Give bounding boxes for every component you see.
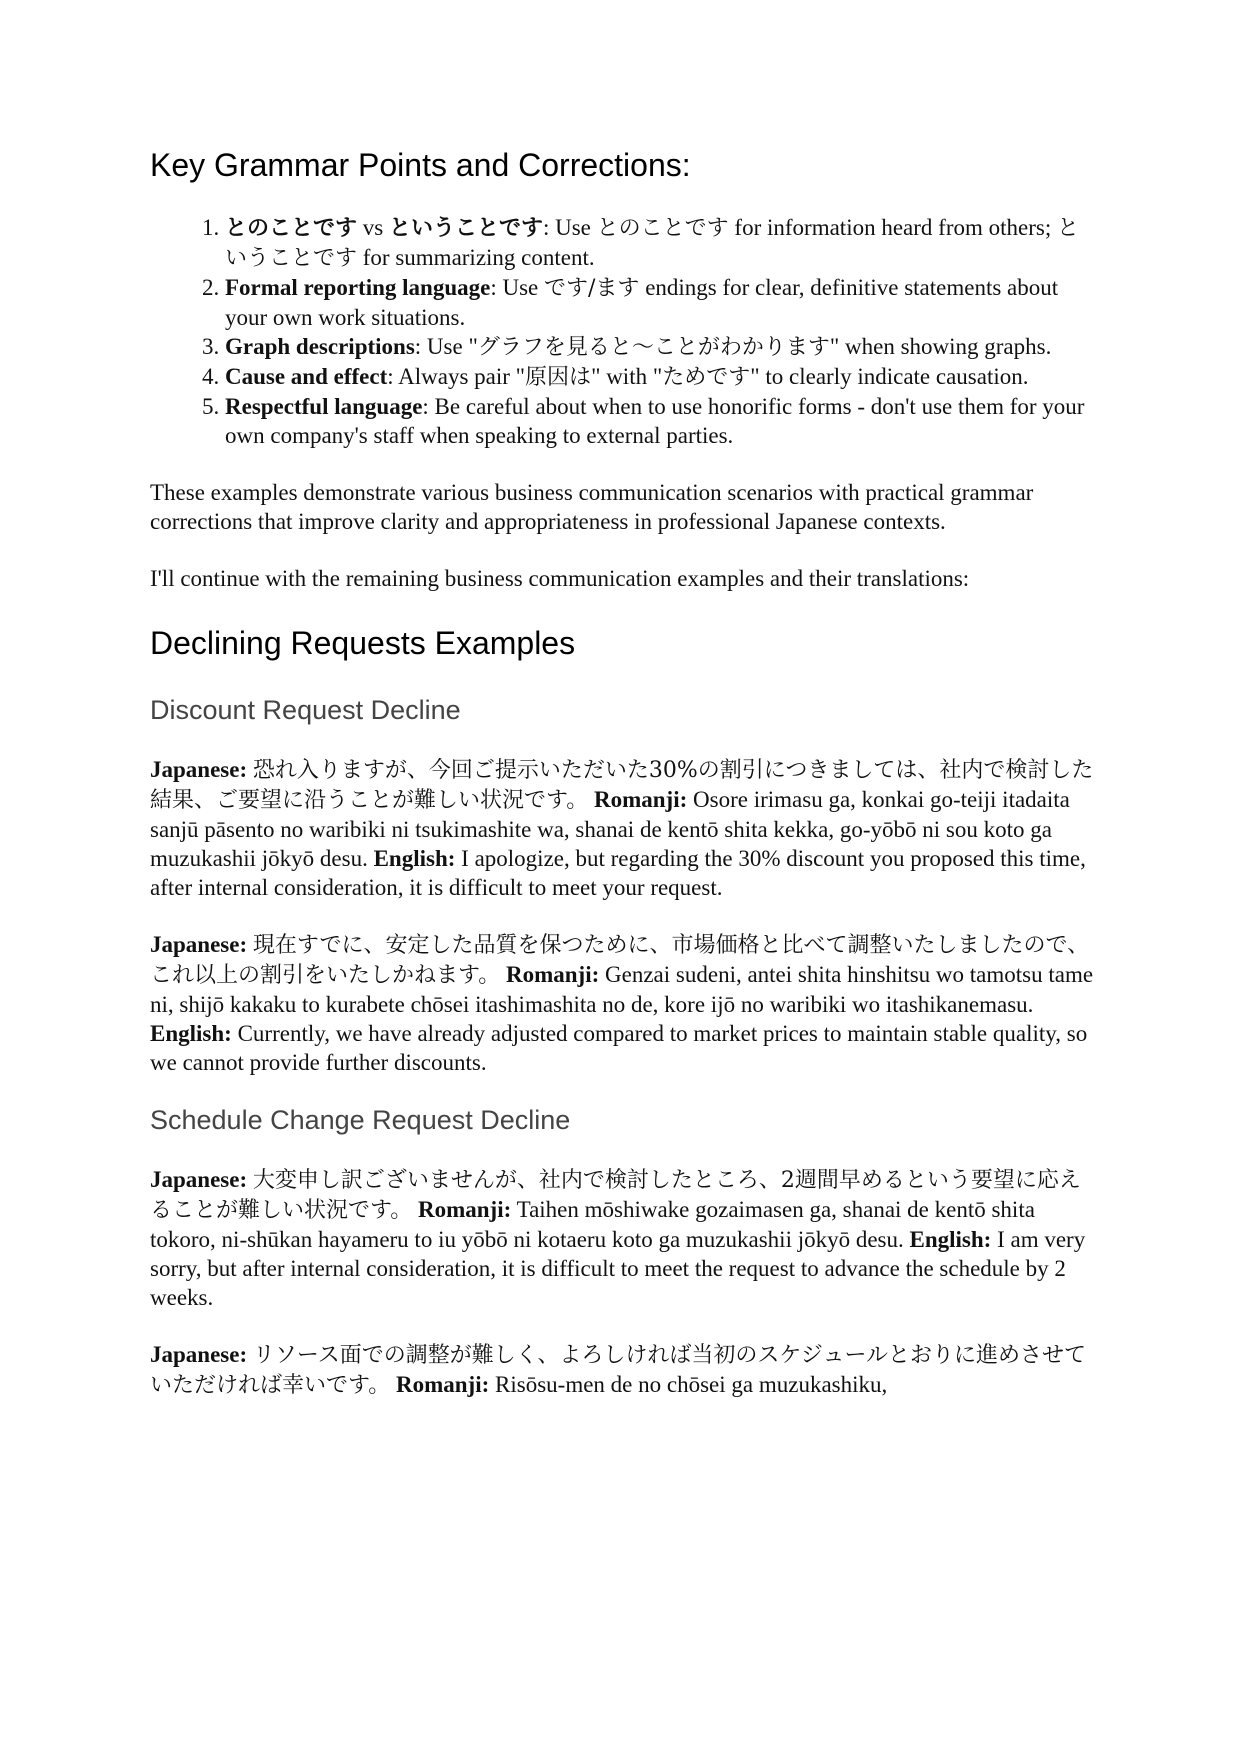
continue-paragraph: I'll continue with the remaining business communication examples and their translations: [150,566,970,591]
grammar-pre: : Always pair " [387,364,526,389]
grammar-post: " to clearly indicate causation. [750,364,1029,389]
japanese-label: Japanese: [150,1342,248,1367]
english-label: English: [373,846,456,871]
japanese-label: Japanese: [150,1167,248,1192]
grammar-point-1 [225,213,1095,273]
example-english: I am very sorry, but after internal consideration, it is difficult to meet the request to advance the schedule by 2 weeks. [150,1227,1086,1310]
grammar-label: Formal reporting language [225,275,491,300]
grammar-point-2 [225,273,1095,332]
example-english: Currently, we have already adjusted compared to market prices to maintain stable quality, so we cannot provide further discounts. [150,1021,1088,1075]
example-paragraph [150,1165,1095,1312]
grammar-label: Cause and effect [225,364,388,389]
grammar-text-a: for information heard from others; [728,215,1057,240]
grammar-use-b: ということです [225,216,1079,271]
subsection-title-discount: Discount Request Decline [150,695,461,725]
grammar-pre: : Use [490,275,545,300]
grammar-term-a: とのことです [225,216,358,241]
romanji-label: Romanji: [396,1372,490,1397]
grammar-use-a: とのことです [596,216,729,241]
grammar-label: Respectful language [225,394,423,419]
grammar-jp: です/ます [544,276,640,301]
example-paragraph [150,755,1095,902]
example-japanese: 現在すでに、安定した品質を保つために、市場価格と比べて調整いたしましたので、これ以上の割引をいたしかねます。 [150,933,1090,988]
page-title: Key Grammar Points and Corrections: [150,147,691,183]
romanji-label: Romanji: [418,1197,512,1222]
japanese-label: Japanese: [150,757,248,782]
example-english: I apologize, but regarding the 30% discount you proposed this time, after internal consideration, it is difficult to meet your request. [150,846,1086,900]
example-japanese: 恐れ入りますが、今回ご提示いただいた30%の割引につきましては、社内で検討した結果、ご要望に沿うことが難しい状況です。 [150,758,1094,813]
document-page [150,145,1095,1400]
english-label: English: [150,1021,232,1046]
example-romanji: Osore irimasu ga, konkai go-teiji itadaita sanjū pāsento no waribiki ni tsukimashite wa, shanai de kentō shita kekka, go-yōbō ni sou koto ga muzukashii jōkyō desu. [150,787,1070,871]
summary-paragraph: These examples demonstrate various business communication scenarios with practical grammar corrections that improve clarity and appropriateness in professional Japanese contexts. [150,480,1034,534]
example-romanji: Genzai sudeni, antei shita hinshitsu wo tamotsu tame ni, shijō kakaku to kurabete chōsei itashimashita no de, kore ijō no waribiki wo itashikanemasu. [150,962,1094,1017]
example-romanji: Risōsu-men de no chōsei ga muzukashiku, [495,1372,888,1397]
grammar-sep: : Use [542,215,597,240]
example-romanji: Taihen mōshiwake gozaimasen ga, shanai de kentō shita tokoro, ni-shūkan hayameru to iu yōbō ni kotaeru koto ga muzukashii jōkyō desu. [150,1197,1035,1252]
grammar-post: endings for clear, definitive statements about your own work situations. [225,275,1059,330]
grammar-jp-2: ためです [662,365,751,390]
grammar-points-list [150,213,1095,450]
grammar-text-b: for summarizing content. [357,245,595,270]
subsection-title-schedule: Schedule Change Request Decline [150,1105,571,1135]
grammar-jp: グラフを見ると〜ことがわかります [477,335,830,360]
japanese-label: Japanese: [150,932,248,957]
grammar-post: " when showing graphs. [829,334,1052,359]
section-title: Declining Requests Examples [150,625,576,661]
example-japanese: リソース面での調整が難しく、よろしければ当初のスケジュールとおりに進めさせていただければ幸いです。 [150,1343,1087,1398]
grammar-point-4 [225,362,1095,392]
grammar-jp: 原因は [525,365,592,390]
example-paragraph [150,1340,1095,1400]
grammar-label: Graph descriptions [225,334,415,359]
grammar-mid: " with " [591,364,663,389]
example-paragraph [150,930,1095,1077]
grammar-point-3 [225,332,1095,362]
grammar-pre: : Use " [414,334,478,359]
romanji-label: Romanji: [506,962,600,987]
grammar-post: : Be careful about when to use honorific forms - don't use them for your own company's staff when speaking to external parties. [225,394,1085,448]
grammar-vs: vs [357,215,389,240]
grammar-term-b: ということです [388,216,543,241]
romanji-label: Romanji: [594,787,688,812]
example-japanese: 大変申し訳ございませんが、社内で検討したところ、2週間早めるという要望に応えることが難しい状況です。 [150,1168,1081,1223]
grammar-point-5 [225,392,1095,450]
english-label: English: [909,1227,992,1252]
